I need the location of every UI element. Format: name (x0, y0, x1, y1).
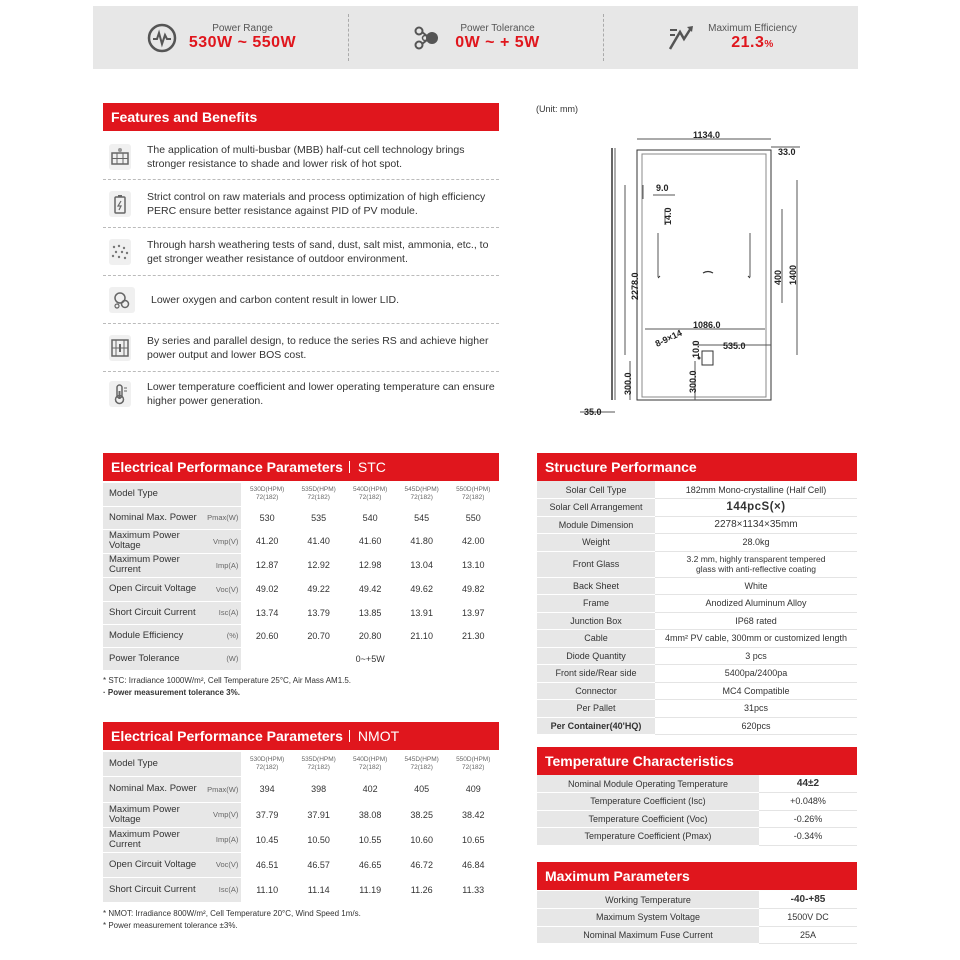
dim-14: 14.0 (663, 207, 673, 225)
dim-400: 400 (773, 269, 783, 285)
value-cell: 41.40 (293, 529, 345, 553)
feature-item (103, 324, 499, 372)
structure-header (537, 453, 857, 481)
model-cell: 540D(HPM) 72(182) (344, 752, 396, 776)
value-cell: 545 (396, 506, 448, 529)
feature-text: Lower temperature coefficient and lower operating temperature can ensure higher power generation. (147, 381, 495, 407)
maximum-title: Maximum Parameters (545, 868, 690, 884)
value-cell: 12.87 (241, 553, 293, 577)
row-label: Module Dimension (537, 516, 655, 534)
model-cell: 545D(HPM) 72(182) (396, 752, 448, 776)
table-row (537, 828, 857, 846)
row-label: Per Pallet (537, 700, 655, 718)
value-cell: 10.50 (293, 827, 345, 852)
model-cell: 530D(HPM) 72(182) (241, 752, 293, 776)
row-symbol: (W) (201, 647, 241, 670)
feature-item (103, 276, 499, 324)
value-cell: 0~+5W (241, 647, 499, 670)
value-cell: 13.97 (447, 601, 499, 624)
row-symbol: Imp(A) (201, 553, 241, 577)
row-label: Open Circuit Voltage (103, 577, 201, 601)
table-row (537, 612, 857, 630)
thermometer-icon (109, 381, 131, 407)
row-label: Model Type (103, 752, 201, 776)
nmot-subtitle: NMOT (349, 730, 399, 742)
table-row (537, 481, 857, 499)
value-cell: 41.80 (396, 529, 448, 553)
value-cell: 12.98 (344, 553, 396, 577)
table-row (537, 682, 857, 700)
table-row (103, 647, 499, 670)
row-value: MC4 Compatible (655, 682, 857, 700)
feature-item (103, 134, 499, 180)
feature-text: Strict control on raw materials and process optimization of high efficiency PERC ensure better resistance against PID of PV module. (147, 190, 486, 217)
note-line: * STC: Irradiance 1000W/m², Cell Temperature 25°C, Air Mass AM1.5. (103, 676, 352, 685)
row-label: Frame (537, 595, 655, 613)
row-value: 3 pcs (655, 647, 857, 665)
row-value: 4mm² PV cable, 300mm or customized length (655, 630, 857, 648)
row-value: 2278×1134×35mm (655, 516, 857, 534)
solar-cell-icon (109, 144, 131, 170)
row-label: Temperature Coefficient (Pmax) (537, 828, 759, 846)
value-cell: 49.02 (241, 577, 293, 601)
table-row (103, 802, 499, 827)
row-value: -0.34% (759, 828, 857, 846)
row-label: Working Temperature (537, 891, 759, 909)
table-row (537, 630, 857, 648)
banner-value (708, 34, 797, 52)
row-symbol: Isc(A) (201, 601, 241, 624)
table-row (103, 877, 499, 902)
table-row (537, 534, 857, 552)
row-label: Per Container(40'HQ) (537, 717, 655, 735)
dim-width: 1134.0 (693, 130, 721, 140)
table-row (103, 553, 499, 577)
model-cell: 550D(HPM) 72(182) (447, 483, 499, 506)
table-row (103, 776, 499, 802)
spec-banner (93, 6, 858, 69)
value-cell: 530 (241, 506, 293, 529)
table-row (537, 717, 857, 735)
value-cell: 41.60 (344, 529, 396, 553)
row-value: 1500V DC (759, 909, 857, 927)
value-cell: 49.82 (447, 577, 499, 601)
value-cell: 46.65 (344, 852, 396, 877)
row-value: 182mm Mono-crystalline (Half Cell) (655, 481, 857, 499)
row-label: Nominal Max. Power (103, 776, 201, 802)
row-symbol: Voc(V) (201, 852, 241, 877)
row-label: Short Circuit Current (103, 877, 201, 902)
value-cell: 11.26 (396, 877, 448, 902)
table-row (537, 577, 857, 595)
row-value: 31pcs (655, 700, 857, 718)
row-value: -40-+85 (759, 891, 857, 909)
table-row (537, 647, 857, 665)
row-symbol: Vmp(V) (201, 802, 241, 827)
model-cell: 535D(HPM) 72(182) (293, 752, 345, 776)
value-cell: 41.20 (241, 529, 293, 553)
table-row (537, 926, 857, 944)
value-cell: 13.04 (396, 553, 448, 577)
row-value: 44±2 (759, 775, 857, 793)
value-cell: 38.42 (447, 802, 499, 827)
row-label: Back Sheet (537, 577, 655, 595)
battery-icon (109, 191, 131, 217)
stc-notes (103, 675, 351, 699)
value-cell: 13.91 (396, 601, 448, 624)
table-row (537, 595, 857, 613)
row-value: 3.2 mm, highly transparent tempered glass with anti-reflective coating (655, 551, 857, 577)
value-cell: 13.74 (241, 601, 293, 624)
value-cell: 37.79 (241, 802, 293, 827)
row-label: Connector (537, 682, 655, 700)
row-label: Maximum Power Current (103, 553, 201, 577)
row-label: Temperature Coefficient (Isc) (537, 793, 759, 811)
molecule-icon (411, 21, 445, 55)
value-cell: 20.80 (344, 624, 396, 647)
value-cell: 11.10 (241, 877, 293, 902)
row-label: Front side/Rear side (537, 665, 655, 683)
stc-title: Electrical Performance Parameters (111, 459, 343, 475)
dim-535: 535.0 (723, 341, 746, 351)
value-cell: 49.22 (293, 577, 345, 601)
row-value: 28.0kg (655, 534, 857, 552)
value-cell: 46.57 (293, 852, 345, 877)
row-label: Short Circuit Current (103, 601, 201, 624)
table-row (537, 516, 857, 534)
value-cell: 11.33 (447, 877, 499, 902)
model-cell: 530D(HPM) 72(182) (241, 483, 293, 506)
row-label: Open Circuit Voltage (103, 852, 201, 877)
row-label: Solar Cell Arrangement (537, 499, 655, 517)
row-value: 620pcs (655, 717, 857, 735)
row-label: Nominal Maximum Fuse Current (537, 926, 759, 944)
value-cell: 11.19 (344, 877, 396, 902)
row-label: Maximum Power Voltage (103, 529, 201, 553)
value-cell: 405 (396, 776, 448, 802)
value-cell: 20.70 (293, 624, 345, 647)
value-cell: 13.85 (344, 601, 396, 624)
feature-item (103, 180, 499, 228)
value-cell: 10.45 (241, 827, 293, 852)
table-row (537, 499, 857, 517)
table-row (103, 577, 499, 601)
row-value: 144pcS(×) (655, 499, 857, 517)
value-cell: 49.62 (396, 577, 448, 601)
dim-9: 9.0 (656, 183, 669, 193)
value-cell: 535 (293, 506, 345, 529)
dim-300-left: 300.0 (623, 372, 633, 395)
value-cell: 13.79 (293, 601, 345, 624)
value-cell: 10.60 (396, 827, 448, 852)
features-header (103, 103, 499, 131)
value-cell: 46.51 (241, 852, 293, 877)
stc-table (103, 483, 499, 671)
table-row (103, 827, 499, 852)
row-label: Maximum System Voltage (537, 909, 759, 927)
stc-header (103, 453, 499, 481)
value-cell: 49.42 (344, 577, 396, 601)
feature-item (103, 228, 499, 276)
row-label: Maximum Power Voltage (103, 802, 201, 827)
row-label: Maximum Power Current (103, 827, 201, 852)
value-cell: 46.72 (396, 852, 448, 877)
table-row (537, 793, 857, 811)
row-label: Solar Cell Type (537, 481, 655, 499)
table-row (537, 909, 857, 927)
row-label: Nominal Max. Power (103, 506, 201, 529)
value-cell: 38.08 (344, 802, 396, 827)
table-row (103, 506, 499, 529)
table-row (537, 551, 857, 577)
value-cell: 550 (447, 506, 499, 529)
banner-power-range (93, 6, 348, 69)
row-label: Weight (537, 534, 655, 552)
junction-box (702, 351, 713, 365)
efficiency-unit: % (764, 39, 774, 50)
dim-300-right: 300.0 (688, 370, 698, 393)
weather-dots-icon (109, 239, 131, 265)
feature-text: The application of multi-busbar (MBB) half-cut cell technology brings stronger resistance to shade and lower risk of hot spot. (147, 143, 465, 170)
value-cell: 38.25 (396, 802, 448, 827)
table-row (537, 810, 857, 828)
banner-label: Power Range (212, 23, 273, 34)
banner-max-efficiency (603, 6, 858, 69)
table-row (537, 891, 857, 909)
stc-subtitle: STC (349, 461, 386, 473)
dim-1400: 1400 (788, 264, 798, 285)
row-symbol: Voc(V) (201, 577, 241, 601)
row-symbol: Pmax(W) (201, 506, 241, 529)
value-cell: 12.92 (293, 553, 345, 577)
model-cell: 540D(HPM) 72(182) (344, 483, 396, 506)
row-symbol: Vmp(V) (201, 529, 241, 553)
dim-1086: 1086.0 (693, 320, 721, 330)
table-row (103, 529, 499, 553)
circuit-icon (109, 335, 131, 361)
value-cell: 42.00 (447, 529, 499, 553)
dim-holes: 8-9×14 (653, 327, 684, 349)
value-cell: 21.30 (447, 624, 499, 647)
row-symbol: (%) (201, 624, 241, 647)
oxygen-icon (109, 287, 135, 313)
nmot-title: Electrical Performance Parameters (111, 728, 343, 744)
maximum-table (537, 891, 857, 944)
note-line: * Power measurement tolerance ±3%. (103, 921, 238, 930)
value-cell: 398 (293, 776, 345, 802)
value-cell: 13.10 (447, 553, 499, 577)
row-label: Front Glass (537, 551, 655, 577)
table-row (103, 483, 499, 506)
row-value: IP68 rated (655, 612, 857, 630)
dim-edge: 33.0 (778, 147, 796, 157)
row-symbol: Isc(A) (201, 877, 241, 902)
row-label: Junction Box (537, 612, 655, 630)
feature-item (103, 372, 499, 416)
dim-height: 2278.0 (630, 272, 640, 300)
dim-frame: 35.0 (584, 407, 602, 417)
value-cell: 10.65 (447, 827, 499, 852)
value-cell: 37.91 (293, 802, 345, 827)
temperature-title: Temperature Characteristics (545, 753, 734, 769)
table-row (537, 700, 857, 718)
row-label: Model Type (103, 483, 201, 506)
arrow-up-icon (664, 21, 698, 55)
row-value: 5400pa/2400pa (655, 665, 857, 683)
row-value: Anodized Aluminum Alloy (655, 595, 857, 613)
efficiency-value: 21.3 (731, 34, 765, 51)
row-label: Diode Quantity (537, 647, 655, 665)
banner-label: Power Tolerance (460, 23, 535, 34)
value-cell: 10.55 (344, 827, 396, 852)
temperature-table (537, 775, 857, 846)
nmot-notes (103, 908, 361, 932)
row-label: Power Tolerance (103, 647, 201, 670)
table-row (537, 775, 857, 793)
model-cell: 550D(HPM) 72(182) (447, 752, 499, 776)
note-line: · Power measurement tolerance 3%. (103, 688, 240, 697)
banner-value: 530W ~ 550W (188, 34, 297, 51)
module-dimension-drawing (575, 125, 815, 430)
banner-power-tolerance (348, 6, 603, 69)
value-cell: 46.84 (447, 852, 499, 877)
maximum-header (537, 862, 857, 890)
waveform-icon (145, 21, 179, 55)
row-label: Module Efficiency (103, 624, 201, 647)
value-cell: 20.60 (241, 624, 293, 647)
value-cell: 540 (344, 506, 396, 529)
value-cell: 394 (241, 776, 293, 802)
row-symbol: Imp(A) (201, 827, 241, 852)
features-title: Features and Benefits (111, 109, 258, 125)
feature-text: Lower oxygen and carbon content result in lower LID. (151, 293, 400, 306)
table-row (103, 601, 499, 624)
row-value: 25A (759, 926, 857, 944)
table-row (103, 624, 499, 647)
temperature-header (537, 747, 857, 775)
table-row (103, 752, 499, 776)
note-line: * NMOT: Irradiance 800W/m², Cell Temperature 20°C, Wind Speed 1m/s. (103, 909, 361, 918)
value-cell: 409 (447, 776, 499, 802)
banner-label: Maximum Efficiency (708, 23, 797, 34)
value-cell: 21.10 (396, 624, 448, 647)
value-cell: 402 (344, 776, 396, 802)
row-value: -0.26% (759, 810, 857, 828)
table-row (537, 665, 857, 683)
model-cell: 535D(HPM) 72(182) (293, 483, 345, 506)
feature-text: By series and parallel design, to reduce the series RS and achieve higher power output and lower BOS cost. (147, 334, 489, 361)
nmot-table (103, 752, 499, 903)
row-value: White (655, 577, 857, 595)
structure-title: Structure Performance (545, 459, 697, 475)
structure-table (537, 481, 857, 735)
row-label: Cable (537, 630, 655, 648)
row-label: Nominal Module Operating Temperature (537, 775, 759, 793)
features-list (103, 134, 499, 416)
nmot-header (103, 722, 499, 750)
banner-value: 0W ~ + 5W (455, 34, 540, 51)
model-cell: 545D(HPM) 72(182) (396, 483, 448, 506)
drawing-unit: (Unit: mm) (536, 104, 578, 114)
dim-10: 10.0 (691, 340, 701, 358)
row-value: +0.048% (759, 793, 857, 811)
feature-text: Through harsh weathering tests of sand, dust, salt mist, ammonia, etc., to get stronger weather resistance of outdoor environment. (147, 238, 489, 265)
row-symbol: Pmax(W) (201, 776, 241, 802)
row-label: Temperature Coefficient (Voc) (537, 810, 759, 828)
table-row (103, 852, 499, 877)
value-cell: 11.14 (293, 877, 345, 902)
